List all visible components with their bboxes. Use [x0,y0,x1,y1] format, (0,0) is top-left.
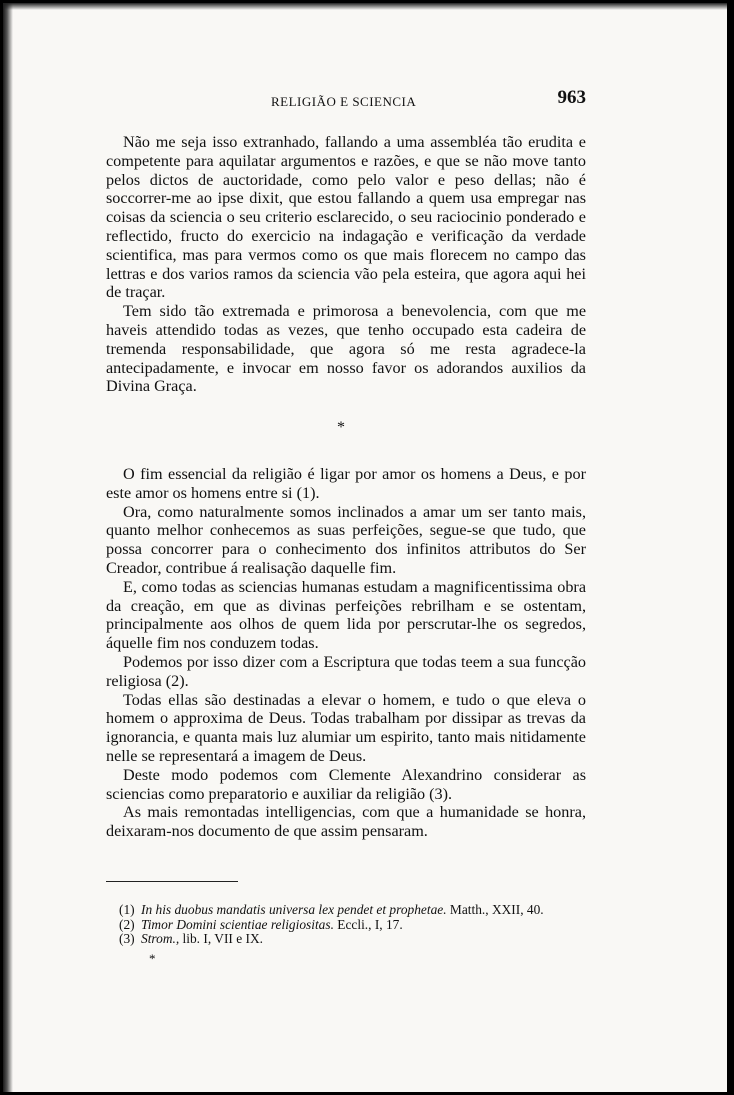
footnote-mark: (3) [119,931,135,946]
section-separator-asterisk: * [337,419,345,436]
page-right-border [727,3,731,1092]
paragraph: Podemos por isso dizer com a Escriptura que todas teem a sua funcção religiosa (2). [106,652,586,690]
footnote-citation: Timor Domini scientiae religiositas. [141,916,334,932]
running-title: RELIGIÃO E SCIENCIA [271,94,417,109]
page-edge-shadow [3,3,13,1092]
footnote-mark: (2) [119,916,135,932]
footnote [119,918,589,933]
footnote [119,903,589,918]
footnote-citation: Strom., [141,931,180,946]
section-intro [106,133,586,396]
paragraph: O fim essencial da religião é ligar por amor os homens a Deus, e por este amor os homens entre si (1). [106,465,586,502]
paragraph: Deste modo podemos com Clemente Alexandrino considerar as sciencias como preparatorio e auxiliar da religião (3). [106,765,586,803]
footnote-citation: In his duobus mandatis universa lex pendet et prophetae. [141,902,447,917]
bottom-asterisk: * [149,951,156,966]
footnote-reference: Matth., XXII, 40. [446,902,544,917]
footnote-rule [106,881,238,882]
paragraph: Todas ellas são destinadas a elevar o homem, e tudo o que eleva o homem o approxima de Deus. Todas trabalham por dissipar as trevas da ignorancia, e quanta mais luz alumiar um espirito, tanto mais nitidamente nelle se representará a imagem de Deus. [106,690,586,765]
footnotes [119,903,589,947]
paragraph: Ora, como naturalmente somos inclinados a amar um ser tanto mais, quanto melhor conhecemos as suas perfeições, segue-se que tudo, que possa concorrer para o conhecimento dos infinitos attributos do Ser Creador, contribue á realisação daquelle fim. [106,502,586,577]
page-number: 963 [557,87,586,108]
page-top-shadow [3,3,731,10]
page-header [106,87,586,117]
footnote-reference: lib. I, VII e IX. [179,931,263,946]
footnote-mark: (1) [119,902,135,917]
paragraph: As mais remontadas intelligencias, com que a humanidade se honra, deixaram-nos documento de que assim pensaram. [106,803,586,841]
paragraph: Não me seja isso extranhado, fallando a uma assembléa tão erudita e competente para aquilatar argumentos e razões, e que se não move tanto pelos dictos de auctoridade, como pelo valor e peso dellas; não é soccorrer-me ao ipse dixit, que estou fallando a quem usa empregar nas coisas da sciencia o seu criterio esclarecido, o seu raciocinio ponderado e reflectido, fructo do exercicio na indagação e verificação da verdade scientifica, mas para vermos como os que mais florecem no campo das lettras e dos varios ramos da sciencia vão pela esteira, que agora aqui hei de traçar. [106,133,586,302]
footnote-reference: Eccli., I, 17. [333,916,403,932]
section-main [106,465,586,841]
paragraph: E, como todas as sciencias humanas estudam a magnificentissima obra da creação, em que as divinas perfeições rebrilham e se ostentam, principalmente aos olhos de quem lida por perscrutar-lhe os segredos, áquelle fim nos conduzem todas. [106,577,586,653]
footnote [119,932,589,947]
paragraph: Tem sido tão extremada e primorosa a benevolencia, com que me haveis attendido todas as vezes, que tenho occupado esta cadeira de tremenda responsabilidade, que agora só me resta agradece-la antecipadamente, e invocar em nosso favor os adorandos auxilios da Divina Graça. [106,302,586,396]
